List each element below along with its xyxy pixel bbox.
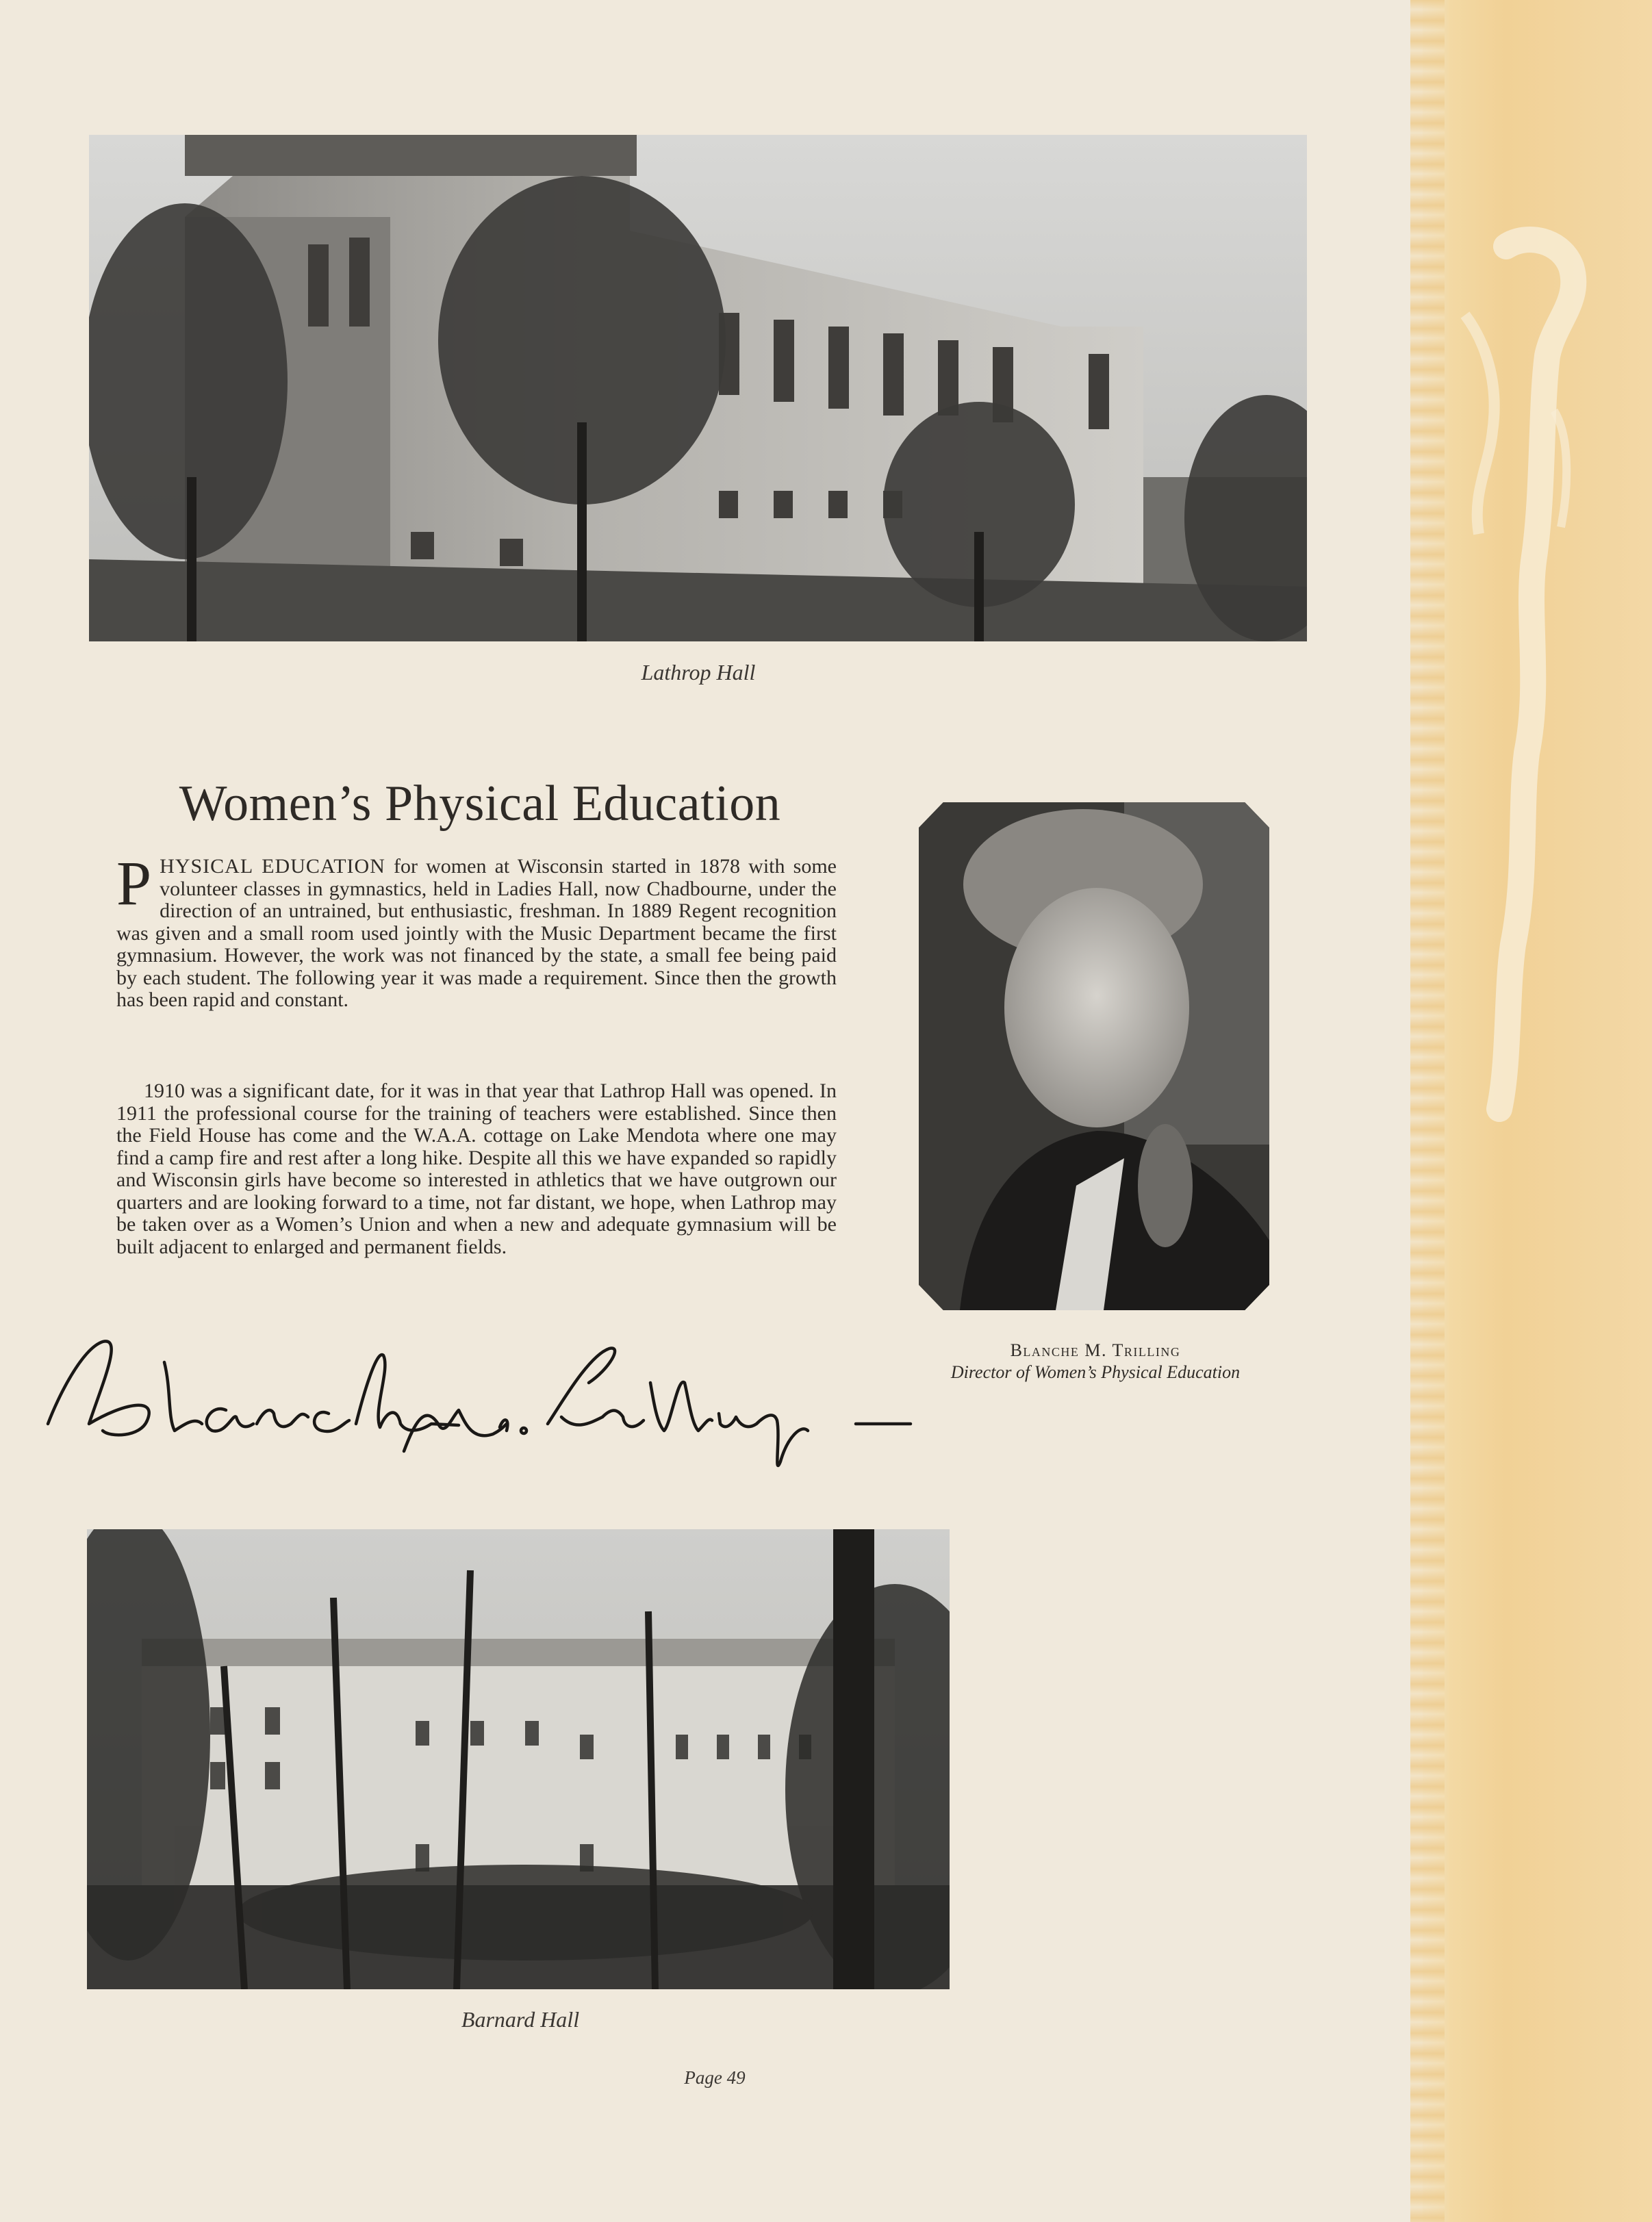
bleed-through-text bbox=[534, 34, 1095, 62]
signature-blanche-m-trilling bbox=[21, 1321, 924, 1485]
portrait-caption bbox=[902, 1340, 1288, 1383]
drop-cap: P bbox=[116, 848, 152, 918]
article-paragraph-1 bbox=[116, 848, 837, 1012]
paragraph-1-text: for women at Wisconsin started in 1878 with some volunteer classes in gymnastics, held in Ladies Hall, now Chadbourne, under the direction of an untrained, but enthusiastic, freshman. In 1889 Regent recognition was given and a small room used jointly with the Music Department became the first gymnasium. However, the work was not financed by the state, a small fee being paid by each student. The following year it was made a requirement. Since then the growth has been rapid and constant. bbox=[116, 855, 837, 1011]
portrait-name: Blanche M. Trilling bbox=[1010, 1340, 1181, 1360]
page-number: Page 49 bbox=[684, 2067, 746, 2088]
gold-ornament-figure bbox=[1424, 205, 1602, 1164]
lathrop-hall-photo bbox=[89, 135, 1307, 641]
barnard-hall-caption: Barnard Hall bbox=[461, 2007, 580, 2032]
article-title: Women’s Physical Education bbox=[179, 776, 781, 832]
portrait-role: Director of Women’s Physical Education bbox=[950, 1362, 1241, 1382]
paragraph-1-caps: HYSICAL EDUCATION bbox=[160, 855, 385, 878]
barnard-hall-photo bbox=[87, 1529, 950, 1989]
portrait-photo bbox=[919, 802, 1269, 1310]
article-paragraph-2: 1910 was a significant date, for it was in that year that Lathrop Hall was opened. In 1911 the professional course for the training of teachers were established. Since then the Field House has come and the W.A.A. cottage on Lake Mendota where one may find a camp fire and rest after a long hike. Despite all this we have expanded so rapidly and Wisconsin girls have become so interested in athletics that we have outgrown our quarters and are looking forward to a time, not far distant, we hope, when Lathrop may be taken over as a Women’s Union and when a new and adequate gymnasium will be built adjacent to enlarged and permanent fields. bbox=[116, 1080, 837, 1258]
lathrop-hall-caption: Lathrop Hall bbox=[641, 660, 756, 685]
